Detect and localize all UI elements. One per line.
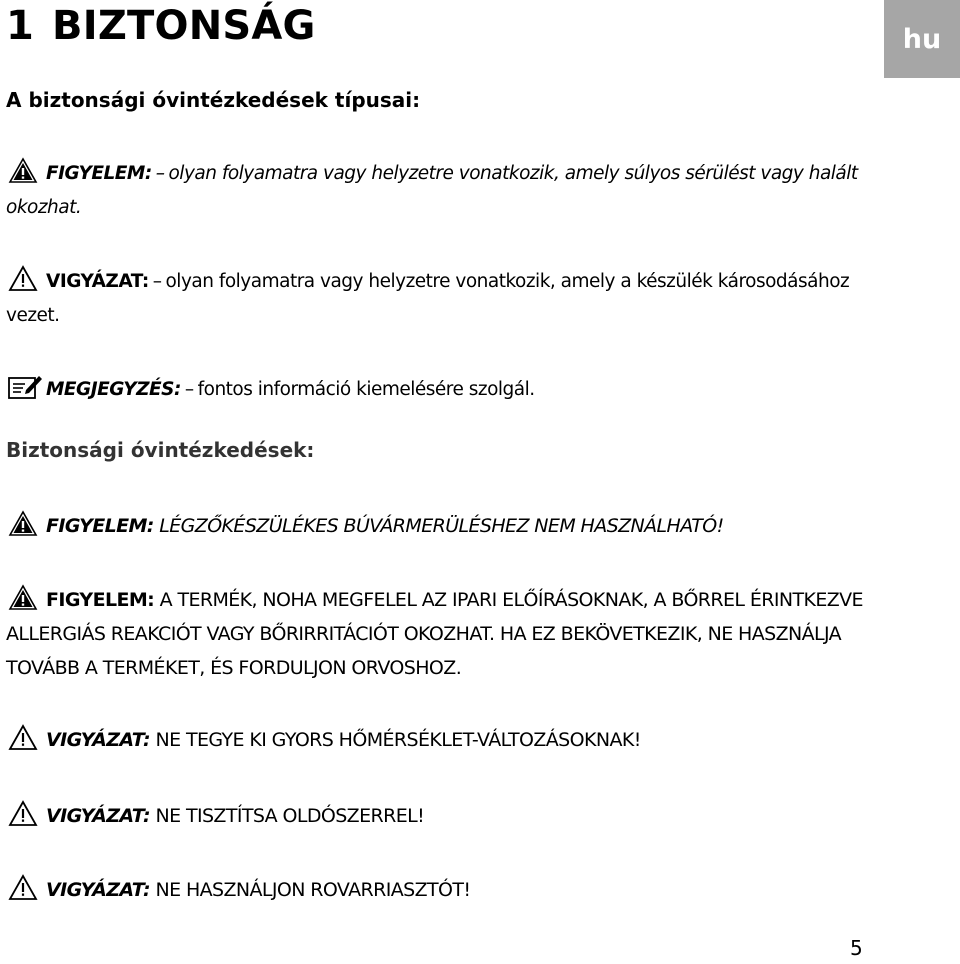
warning-outline-icon xyxy=(6,265,44,292)
chapter-title-text: BIZTONSÁG xyxy=(52,3,316,49)
type-item-text: fontos információ kiemelésére szolgál. xyxy=(197,379,535,400)
precautions-heading: Biztonsági óvintézkedések: xyxy=(6,438,315,462)
precaution-text: NE TEGYE KI GYORS HŐMÉRSÉKLET-VÁLTOZÁSOKNAK! xyxy=(155,729,641,751)
type-item-label: MEGJEGYZÉS: xyxy=(46,379,181,400)
precaution-text: A TERMÉK, NOHA MEGFELEL AZ IPARI ELŐÍRÁSOKNAK, A BŐRREL ÉRINTKEZVE ALLERGIÁS REAKCIÓT VAGY BŐRIRRITÁCIÓT OKOZHAT. HA EZ BEKÖVETKEZIK, NE HASZNÁLJA TOVÁBB A TERMÉKET, ÉS FORDULJON ORVOSHOZ. xyxy=(6,589,863,679)
type-item-label: VIGYÁZAT: xyxy=(46,271,149,292)
language-tab-label: hu xyxy=(902,23,942,55)
warning-outline-icon xyxy=(6,874,44,901)
type-item-separator: – xyxy=(184,379,194,400)
precaution-text: NE TISZTÍTSA OLDÓSZERREL! xyxy=(155,805,425,827)
chapter-number: 1 xyxy=(6,3,35,49)
note-icon xyxy=(6,373,44,400)
type-item-text: olyan folyamatra vagy helyzetre vonatkozik, amely súlyos sérülést vagy halált okozhat. xyxy=(6,163,858,218)
precaution-label: FIGYELEM: xyxy=(46,589,155,611)
precaution-item xyxy=(6,583,906,685)
precaution-label: FIGYELEM: xyxy=(46,515,154,537)
warning-filled-icon xyxy=(6,157,44,184)
precaution-text: NE HASZNÁLJON ROVARRIASZTÓT! xyxy=(155,879,471,901)
warning-filled-icon xyxy=(6,584,44,611)
type-item-note xyxy=(6,373,906,407)
chapter-title xyxy=(6,2,316,50)
precaution-item xyxy=(6,509,906,543)
types-heading: A biztonsági óvintézkedések típusai: xyxy=(6,88,421,112)
warning-outline-icon xyxy=(6,724,44,751)
type-item-separator: – xyxy=(155,163,165,184)
precaution-label: VIGYÁZAT: xyxy=(46,729,151,751)
language-tab xyxy=(884,0,960,78)
type-item-separator: – xyxy=(152,271,162,292)
type-item-text: olyan folyamatra vagy helyzetre vonatkozik, amely a készülék károsodásához vezet. xyxy=(6,271,850,326)
precaution-item xyxy=(6,723,906,757)
warning-outline-icon xyxy=(6,800,44,827)
precaution-label: VIGYÁZAT: xyxy=(46,805,151,827)
type-item-label: FIGYELEM: xyxy=(46,163,152,184)
precaution-label: VIGYÁZAT: xyxy=(46,879,151,901)
precaution-text: LÉGZŐKÉSZÜLÉKES BÚVÁRMERÜLÉSHEZ NEM HASZNÁLHATÓ! xyxy=(159,515,724,537)
type-item-warning xyxy=(6,157,906,225)
type-item-caution xyxy=(6,265,906,333)
precaution-item xyxy=(6,873,906,907)
warning-filled-icon xyxy=(6,510,44,537)
precaution-item xyxy=(6,799,906,833)
page-number: 5 xyxy=(850,936,863,960)
